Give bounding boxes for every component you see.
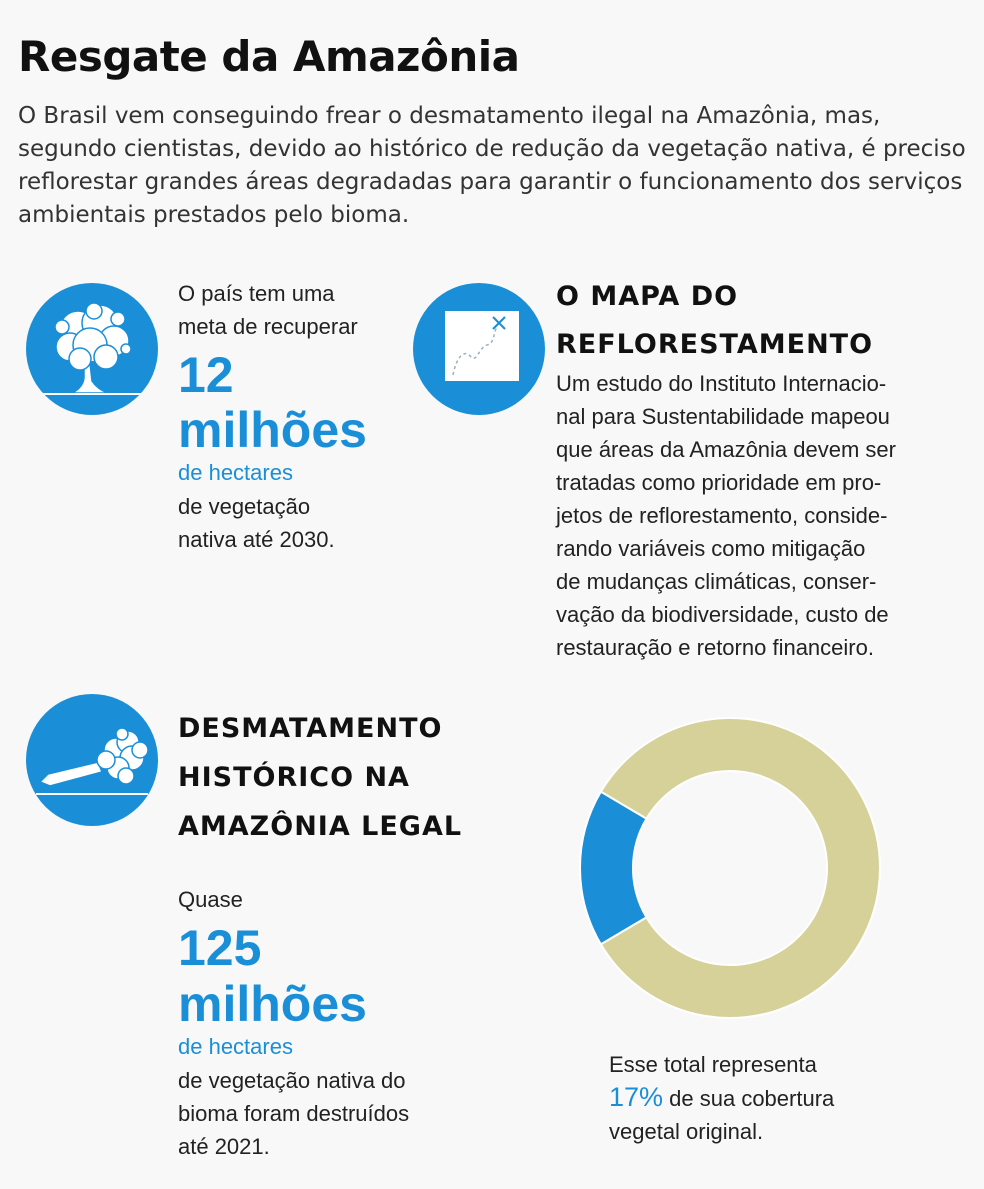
map-line-2: nal para Sustentabilidade mapeou — [556, 404, 890, 429]
map-line-8: vação da biodiversidade, custo de — [556, 602, 889, 627]
caption-percent: 17% — [609, 1082, 664, 1112]
deforestation-lead: Quase — [178, 887, 243, 912]
page-title: Resgate da Amazônia — [18, 32, 520, 81]
map-heading-line-2: REFLORESTAMENTO — [556, 329, 874, 360]
map-icon — [413, 283, 545, 415]
caption-line-1: Esse total representa — [609, 1052, 817, 1077]
map-line-7: de mudanças climáticas, conser- — [556, 569, 877, 594]
chart-caption — [609, 1048, 949, 1148]
map-heading-line-1: O MAPA DO — [556, 281, 739, 312]
map-line-9: restauração e retorno financeiro. — [556, 635, 874, 660]
caption-line-2-rest: de sua cobertura — [663, 1086, 835, 1111]
goal-tail-line-2: nativa até 2030. — [178, 527, 335, 552]
fallen-tree-icon — [26, 694, 158, 826]
map-line-3: que áreas da Amazônia devem ser — [556, 437, 896, 462]
map-line-5: jetos de reflorestamento, conside- — [556, 503, 888, 528]
donut-chart — [570, 708, 890, 1028]
goal-unit: de hectares — [178, 460, 293, 485]
deforestation-heading-line-1: DESMATAMENTO — [178, 713, 443, 744]
map-line-1: Um estudo do Instituto Internacio- — [556, 371, 887, 396]
map-line-6: rando variáveis como mitigação — [556, 536, 866, 561]
map-line-4: tratadas como prioridade em pro- — [556, 470, 882, 495]
donut-slice-1 — [580, 792, 647, 945]
deforestation-tail-line-3: até 2021. — [178, 1134, 270, 1159]
caption-line-2 — [609, 1081, 949, 1115]
donut-slice-2 — [601, 718, 880, 1018]
intro-text: O Brasil vem conseguindo frear o desmatamento ilegal na Amazônia, mas, segundo cientistas, devido ao histórico de redução da vegetação nativa, é preciso reflorestar grandes áreas degradadas para garantir o funcionamento dos serviços ambientais prestados pelo bioma. — [18, 103, 966, 228]
tree-icon — [26, 283, 158, 415]
deforestation-number-word: milhões — [178, 976, 367, 1032]
goal-number: 12 — [178, 347, 234, 403]
deforestation-tail-line-1: de vegetação nativa do — [178, 1068, 406, 1093]
goal-tail-line-1: de vegetação — [178, 494, 311, 519]
goal-lead-line-1: O país tem uma — [178, 281, 335, 306]
map-description — [556, 367, 971, 664]
goal-number-word: milhões — [178, 402, 367, 458]
deforestation-heading-line-2: HISTÓRICO NA — [178, 762, 410, 793]
goal-lead-line-2: meta de recuperar — [178, 314, 358, 339]
deforestation-number: 125 — [178, 920, 262, 976]
deforestation-tail-line-2: bioma foram destruídos — [178, 1101, 410, 1126]
caption-line-3: vegetal original. — [609, 1119, 764, 1144]
deforestation-heading-line-3: AMAZÔNIA LEGAL — [178, 811, 463, 842]
deforestation-unit: de hectares — [178, 1034, 293, 1059]
